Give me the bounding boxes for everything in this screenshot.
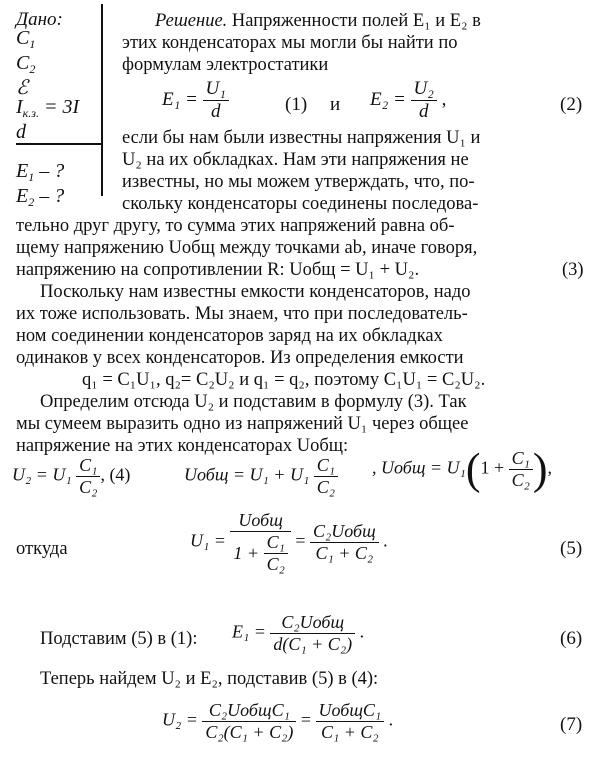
- otkuda-word: откуда: [16, 539, 68, 559]
- podstavim-text: Подставим (5) в (1):: [40, 629, 198, 649]
- solution-line: формулам электростатики: [122, 55, 329, 75]
- equation-6-number: (6): [560, 628, 583, 649]
- equation-4: U₂ = U₁ $\frac{\text{C₁}}{\text{C₂}}$ , (4): [12, 455, 131, 497]
- given-item: ℰ: [16, 77, 29, 99]
- solution-line: напряжение на этих конденсаторах Uобщ:: [16, 436, 349, 456]
- given-divider-vertical: [101, 4, 103, 196]
- equation-1-number: (1): [285, 94, 308, 115]
- solution-line: этих конденсаторах мы могли бы найти по: [122, 33, 458, 53]
- equation-1: E₁ = $\frac{\text{U₁}}{d}$: [162, 78, 229, 123]
- equation-3-number: (3): [562, 260, 584, 280]
- solution-line: тельно друг другу, то сумма этих напряжений равна об-: [16, 216, 455, 236]
- equation-2: E₂ = $\frac{\text{U₂}}{d}$ ,: [370, 78, 447, 122]
- given-item: $I_{к.з.} = 3I$: [16, 96, 80, 120]
- solution-line: щему напряжению Uобщ между точками ab, иначе говоря,: [16, 238, 478, 258]
- solution-line: q₁ = C₁U₁, q₂= C₂U₂ и q₁ = q₂, поэтому C₁U₁ = C₂U₂.: [82, 370, 486, 390]
- given-item: $C_2$: [16, 52, 36, 76]
- solution-line: Решение. Напряженности полей E₁ и E₂ в: [155, 11, 481, 31]
- solution-line: U₂ на их обкладках. Нам эти напряжения не: [122, 150, 469, 170]
- teper-text: Теперь найдем U₂ и E₂, подставив (5) в (4):: [40, 669, 379, 689]
- and-word: и: [330, 94, 341, 115]
- equation-7-number: (7): [560, 714, 583, 735]
- solution-line: Поскольку нам известны емкости конденсаторов, надо: [40, 282, 471, 302]
- solution-line: если бы нам были известны напряжения U₁ и: [122, 128, 481, 148]
- equation-5-number: (5): [560, 538, 583, 559]
- solution-line: одинаков у всех конденсаторов. Из определения емкости: [16, 348, 464, 368]
- solution-line: Определим отсюда U₂ и подставим в формулу (3). Так: [40, 392, 467, 412]
- equation-5: U₁ = Uобщ 1 + $\frac{\text{C₁}}{\text{C₂}}$ = $\frac{\text{C₂Uобщ}}{\text{C₁ + C₂}}$ .: [190, 510, 388, 574]
- equation-uobsh: Uобщ = U₁ + U₁ $\frac{\text{C₁}}{\text{C₂}}$: [184, 455, 338, 498]
- unknown-item: $E_1$ – ?: [16, 160, 65, 184]
- solution-line: напряжению на сопротивлении R: Uобщ = U₁ + U₂.: [16, 260, 420, 280]
- given-label: Дано:: [16, 9, 63, 30]
- given-item: $C_1$: [16, 27, 36, 51]
- equation-6: E₁ = $\frac{\text{C₂Uобщ}}{\text{d(C₁ + C₂)}}$ .: [232, 612, 365, 654]
- equation-2-number: (2): [560, 94, 583, 115]
- solution-line: ном соединении конденсаторов заряд на их обкладках: [16, 326, 443, 346]
- solution-line: их тоже использовать. Мы знаем, что при последователь-: [16, 304, 468, 324]
- equation-7: U₂ = $\frac{\text{C₂UобщC₁}}{\text{C₂(C₁ + C₂)}}$ = $\frac{\text{UобщC₁}}{\text{C₁ + C₂}}$ .: [162, 700, 394, 742]
- given-block: [16, 10, 98, 212]
- solution-line: известны, но мы можем утверждать, что, по-: [122, 172, 475, 192]
- solution-line: скольку конденсаторы соединены последова-: [122, 194, 479, 214]
- given-item: d: [16, 121, 26, 143]
- given-divider-horizontal: [16, 143, 102, 145]
- unknown-item: $E_2$ – ?: [16, 185, 65, 209]
- equation-uobsh-factored: , Uобщ = U₁(1 + $\frac{\text{C₁}}{\text{C₂}}$ ),: [372, 444, 553, 494]
- solution-line: мы сумеем выразить одно из напряжений U₁ через общее: [16, 414, 469, 434]
